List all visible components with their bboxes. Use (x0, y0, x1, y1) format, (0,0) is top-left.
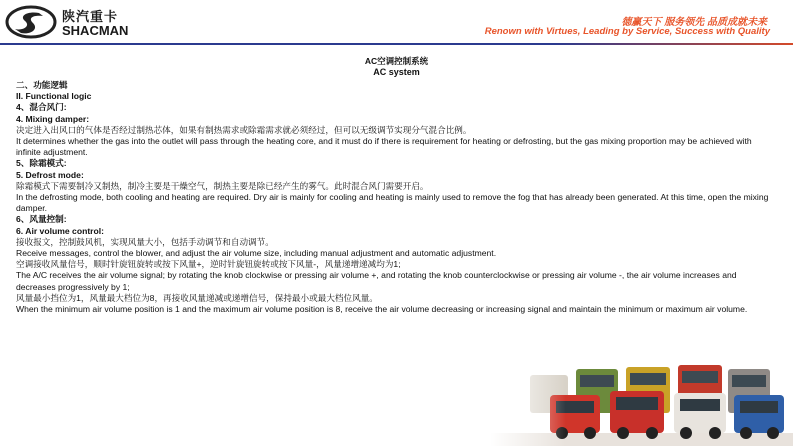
mixing-damper-text-en: It determines whether the gas into the outlet will pass through the heating core, and it must do if there is requirement for heating or defrosting, but the gas mixing proportion may be achieved with infinite adjustment. (16, 136, 752, 158)
brand-name-cn: 陕汽重卡 (62, 9, 119, 24)
air-volume-heading-cn: 6、风量控制: (16, 214, 67, 225)
mixing-damper-heading-cn: 4、混合风门: (16, 102, 67, 113)
defrost-heading-en: 5. Defrost mode: (16, 169, 84, 180)
page-title-cn: AC空调控制系统 (364, 56, 429, 66)
document-body (16, 80, 776, 315)
slogan-en: Renown with Virtues, Leading by Service, Success with Quality (484, 26, 770, 37)
defrost-text-en: In the defrosting mode, both cooling and heating are required. Dry air is mainly for cooling and heating is mainly used to remove the fog that has already been generated. At this time, open the mixing damper. (16, 192, 769, 214)
defrost-heading-cn: 5、除霜模式: (16, 158, 67, 169)
brand-name-en: SHACMAN (62, 23, 129, 38)
air-volume-text3-en: When the minimum air volume position is 1 and the maximum air volume position is 8, receive the air volume decreasing or increasing signal and maintain the minimum or maximum air volume. (16, 304, 748, 315)
header-divider (0, 43, 793, 45)
truck-fleet-illustration (490, 345, 793, 446)
shacman-logo-icon (5, 5, 57, 39)
slogan-cn: 德赢天下 服务领先 品质成就未来 (621, 17, 767, 28)
air-volume-text1-cn: 接收报文，控制鼓风机，实现风量大小，包括手动调节和自动调节。 (16, 236, 274, 247)
air-volume-text3-cn: 风量最小挡位为1，风量最大档位为8，再接收风量递减或递增信号，保持最小或最大档位风量。 (16, 292, 378, 303)
section-heading-cn: 二、功能逻辑 (16, 80, 68, 90)
page-title-en: AC system (373, 67, 420, 77)
air-volume-text2-cn: 空调接收风量信号，顺时针旋钮旋转或按下风量+，逆时针旋钮旋转或按下风量-，风量递增递减均为1; (16, 259, 401, 270)
section-heading-en: II. Functional logic (16, 91, 92, 102)
air-volume-text2-en: The A/C receives the air volume signal; by rotating the knob clockwise or pressing air volume +, and rotating the knob counterclockwise or pressing air volume -, the air volume increases and decreases progressively by 1; (16, 270, 737, 292)
mixing-damper-heading-en: 4. Mixing damper: (16, 113, 90, 124)
defrost-text-cn: 除霜模式下需要制冷又制热，制冷主要是干燥空气，制热主要是除已经产生的雾气。此时混合风门需要开启。 (16, 180, 429, 191)
air-volume-heading-en: 6. Air volume control: (16, 225, 105, 236)
mixing-damper-text-cn: 决定进入出风口的气体是否经过制热芯体，如果有制热需求或除霜需求就必须经过，但可以无级调节实现分气混合比例。 (16, 124, 472, 135)
header (0, 0, 793, 44)
air-volume-text1-en: Receive messages, control the blower, and adjust the air volume size, including manual adjustment and automatic adjustment. (16, 248, 497, 259)
